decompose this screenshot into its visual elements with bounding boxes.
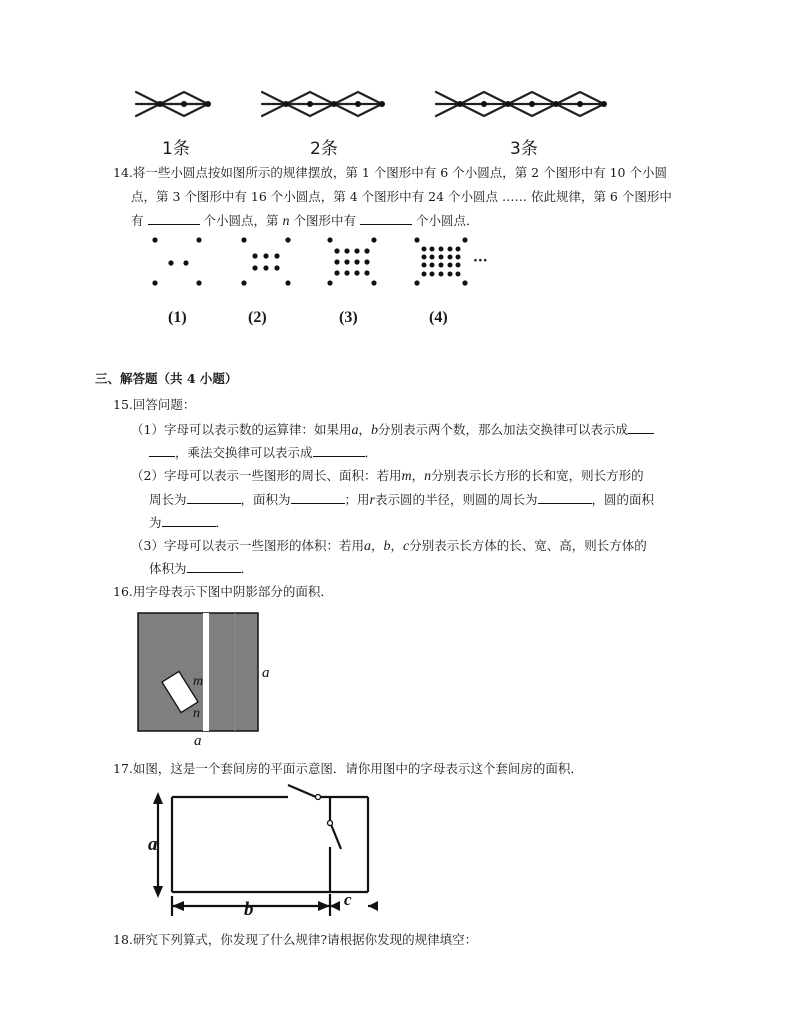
q15-p1-var-a: a (351, 423, 359, 438)
q15-p2-circumference-label: 表示圆的半径，则圆的周长为 (375, 492, 538, 507)
q15-p2-var-n: n (424, 469, 432, 484)
q15-p2-line2 (149, 488, 654, 513)
q15-p3-text-a: （3）字母可以表示一些图形的体积：若用 (131, 538, 364, 553)
fig13-label-1: 1条 (162, 139, 190, 159)
q15-p2-area-label: ，面积为 (240, 492, 291, 507)
q17-line (113, 757, 583, 781)
q15-p3-comma-2: ， (390, 538, 403, 553)
q16-label-a-right: a (262, 665, 270, 681)
q15-p2-blank-circle-area[interactable] (162, 512, 216, 527)
q15-p2-end: ． (215, 515, 229, 530)
q15-p1-line1 (131, 418, 654, 443)
q15-p3-comma-1: ， (370, 538, 384, 553)
q15-p2-text-a: （2）字母可以表示一些图形的周长、面积：若用 (131, 468, 402, 483)
q15-p2-line1 (131, 464, 644, 489)
shaded-area-svg (135, 610, 285, 750)
fig13-label-3: 3条 (510, 139, 538, 159)
q15-p2-circle-area-label: ，圆的面积 (591, 492, 655, 507)
q17-text: 如图，这是一个套间房的平面示意图．请你用图中的字母表示这个套间房的面积． (132, 761, 583, 776)
q15-p1-text-b: 分别表示两个数，那么加法交换律可以表示成 (377, 422, 628, 437)
q15-p1-blank-1a[interactable] (628, 419, 654, 434)
q14-text-3b: 个小圆点，第 (203, 213, 279, 228)
q16-line (113, 580, 333, 604)
q14-fig-label-3: (3) (339, 309, 358, 326)
q14-blank-2[interactable] (360, 210, 412, 225)
q18-line (113, 928, 477, 952)
q15-p1-text-a: （1）字母可以表示数的运算律：如果用 (131, 422, 352, 437)
q14-line1 (113, 161, 667, 185)
q14-text-line2: 点，第 3 个图形中有 16 个小圆点，第 4 个图形中有 24 个小圆点 …… 依此规律，第 6 个图形中 (131, 189, 672, 204)
q15-p2-var-r: r (369, 493, 375, 508)
q15-p2-blank-circumference[interactable] (538, 489, 592, 504)
q15-p2-var-m: m (401, 469, 412, 484)
q15-p2-perimeter-label: 周长为 (149, 492, 187, 507)
q16-label-a-bottom: a (194, 733, 202, 749)
q14-dot-figures (140, 232, 500, 292)
q17-label-b: b (244, 899, 254, 917)
fig-matchstick-patterns (130, 80, 630, 160)
q16-label-m: m (193, 674, 204, 689)
q14-line3 (131, 209, 478, 234)
q15-p2-line3 (149, 511, 228, 535)
q15-p1-comma: ， (358, 422, 371, 437)
q14-line2 (131, 185, 672, 209)
q15-p1-var-b: b (370, 423, 378, 438)
q14-text-3c: 个图形中有 (293, 213, 356, 228)
q15-p3-var-c: c (403, 539, 410, 554)
section-3-title: 三、解答题（共 4 小题） (95, 371, 238, 386)
q17-label-a: a (148, 834, 158, 855)
q15-p2-blank-perimeter[interactable] (187, 489, 241, 504)
q14-text-line1: 将一些小圆点按如图所示的规律摆放，第 1 个图形中有 6 个小圆点，第 2 个图形中有 10 个小圆 (132, 165, 667, 180)
q15-p2-comma: ， (411, 468, 425, 483)
q14-text-3d: 个小圆点． (415, 213, 479, 228)
matchstick-pattern-svg (130, 80, 630, 160)
q15-p3-line1 (131, 534, 647, 559)
q15-p3-blank-volume[interactable] (187, 558, 241, 573)
q18-text: 研究下列算式，你发现了什么规律?请根据你发现的规律填空： (132, 932, 478, 947)
q15-p1-blank-2[interactable] (313, 442, 365, 457)
q15-title: 回答问题： (132, 397, 196, 412)
q15-p1-blank-1b[interactable] (149, 442, 175, 457)
q16-number: 16. (113, 584, 133, 599)
q18-number: 18. (113, 932, 133, 947)
q15-p3-volume-label: 体积为 (149, 561, 187, 576)
q15-p1-end: ． (364, 445, 378, 460)
q14-fig-label-1: (1) (168, 309, 187, 326)
q14-text-3a: 有 (131, 213, 144, 228)
q16-figure (135, 610, 285, 750)
q14-blank-1[interactable] (148, 210, 200, 225)
q15-p1-text-line2: ，乘法交换律可以表示成 (175, 445, 313, 460)
white-strip (203, 613, 209, 731)
q15-p2-text-c: ；用 (344, 492, 370, 507)
floorplan-svg (140, 782, 390, 917)
q14-number: 14. (113, 165, 133, 180)
q14-ellipsis: ··· (473, 253, 488, 269)
q17-label-c: c (344, 890, 352, 909)
q15-line (113, 393, 195, 417)
q17-number: 17. (113, 761, 133, 776)
dot-pattern-svg (140, 232, 500, 292)
q15-p2-text-b: 分别表示长方形的长和宽，则长方形的 (431, 468, 644, 483)
q14-fig-label-2: (2) (248, 309, 267, 326)
q15-number: 15. (113, 397, 133, 412)
q15-p1-line2 (149, 441, 377, 465)
q17-floorplan (140, 782, 390, 917)
q15-p3-var-b: b (383, 539, 391, 554)
q15-p3-text-b: 分别表示长方体的长、宽、高，则长方体的 (409, 538, 647, 553)
q14-var-n: n (282, 214, 290, 229)
q16-text: 用字母表示下图中阴影部分的面积． (132, 584, 333, 599)
q15-p2-text-line3: 为 (149, 515, 162, 530)
q14-fig-label-4: (4) (429, 309, 448, 326)
q15-p3-line2 (149, 557, 253, 581)
q16-label-n: n (193, 706, 200, 721)
q15-p3-var-a: a (363, 539, 371, 554)
fig13-label-2: 2条 (310, 139, 338, 159)
q15-p3-end: ． (240, 561, 254, 576)
q15-p2-blank-area[interactable] (291, 489, 345, 504)
